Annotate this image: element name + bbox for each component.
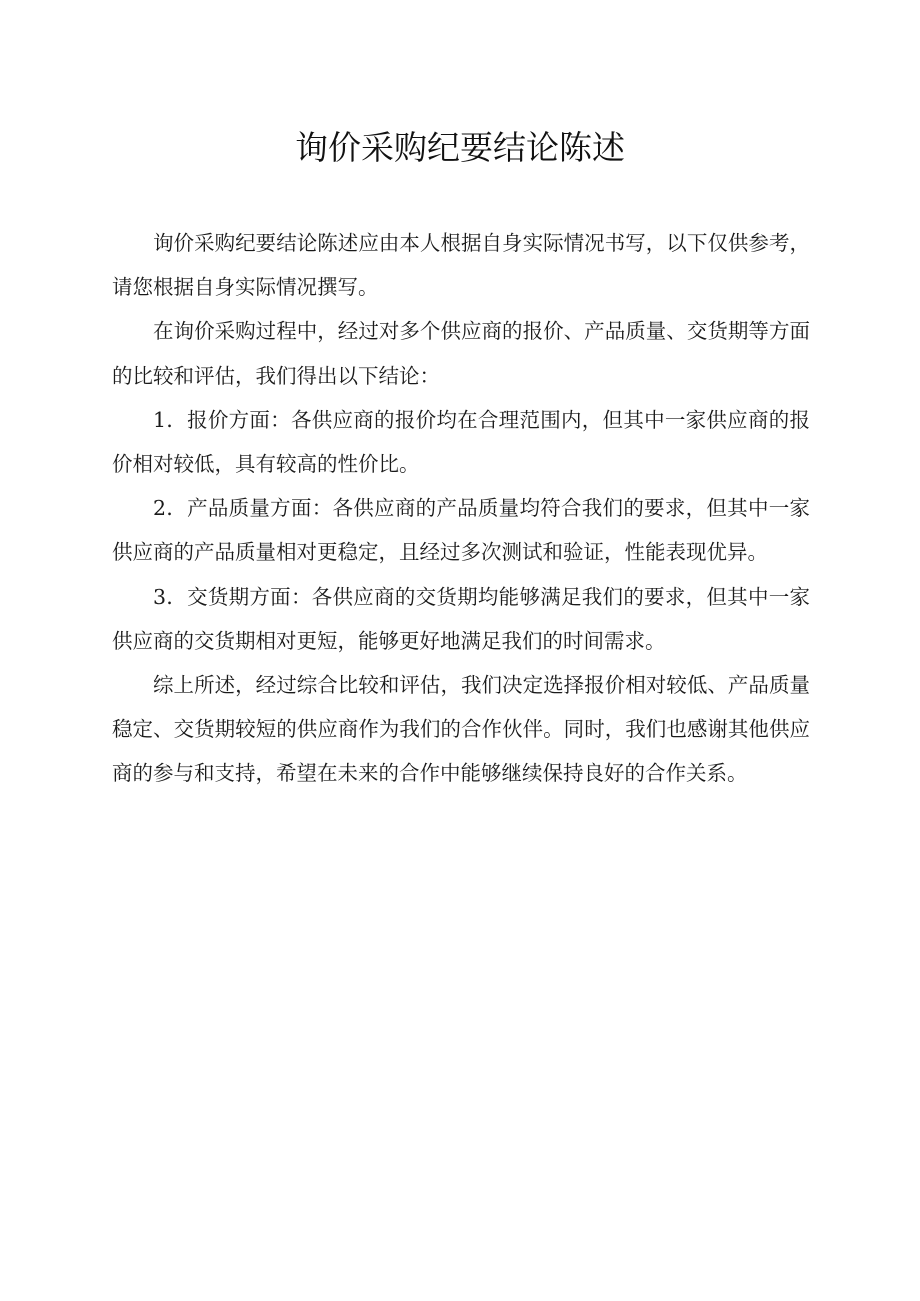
document-title: 询价采购纪要结论陈述 [295, 128, 625, 167]
conclusion-item-delivery: 3．交货期方面：各供应商的交货期均能够满足我们的要求，但其中一家供应商的交货期相对更短，能够更好地满足我们的时间需求。 [112, 584, 810, 653]
intro-paragraph: 询价采购纪要结论陈述应由本人根据自身实际情况书写，以下仅供参考，请您根据自身实际情况撰写。 [112, 231, 810, 300]
document-body [112, 221, 810, 796]
summary-paragraph: 综上所述，经过综合比较和评估，我们决定选择报价相对较低、产品质量稳定、交货期较短的供应商作为我们的合作伙伴。同时，我们也感谢其他供应商的参与和支持，希望在未来的合作中能够继续保持良好的合作关系。 [112, 673, 810, 786]
conclusion-item-quality: 2．产品质量方面：各供应商的产品质量均符合我们的要求，但其中一家供应商的产品质量相对更稳定，且经过多次测试和验证，性能表现优异。 [112, 496, 810, 565]
process-paragraph: 在询价采购过程中，经过对多个供应商的报价、产品质量、交货期等方面的比较和评估，我们得出以下结论： [112, 319, 810, 388]
conclusion-item-price: 1．报价方面：各供应商的报价均在合理范围内，但其中一家供应商的报价相对较低，具有较高的性价比。 [112, 407, 810, 477]
